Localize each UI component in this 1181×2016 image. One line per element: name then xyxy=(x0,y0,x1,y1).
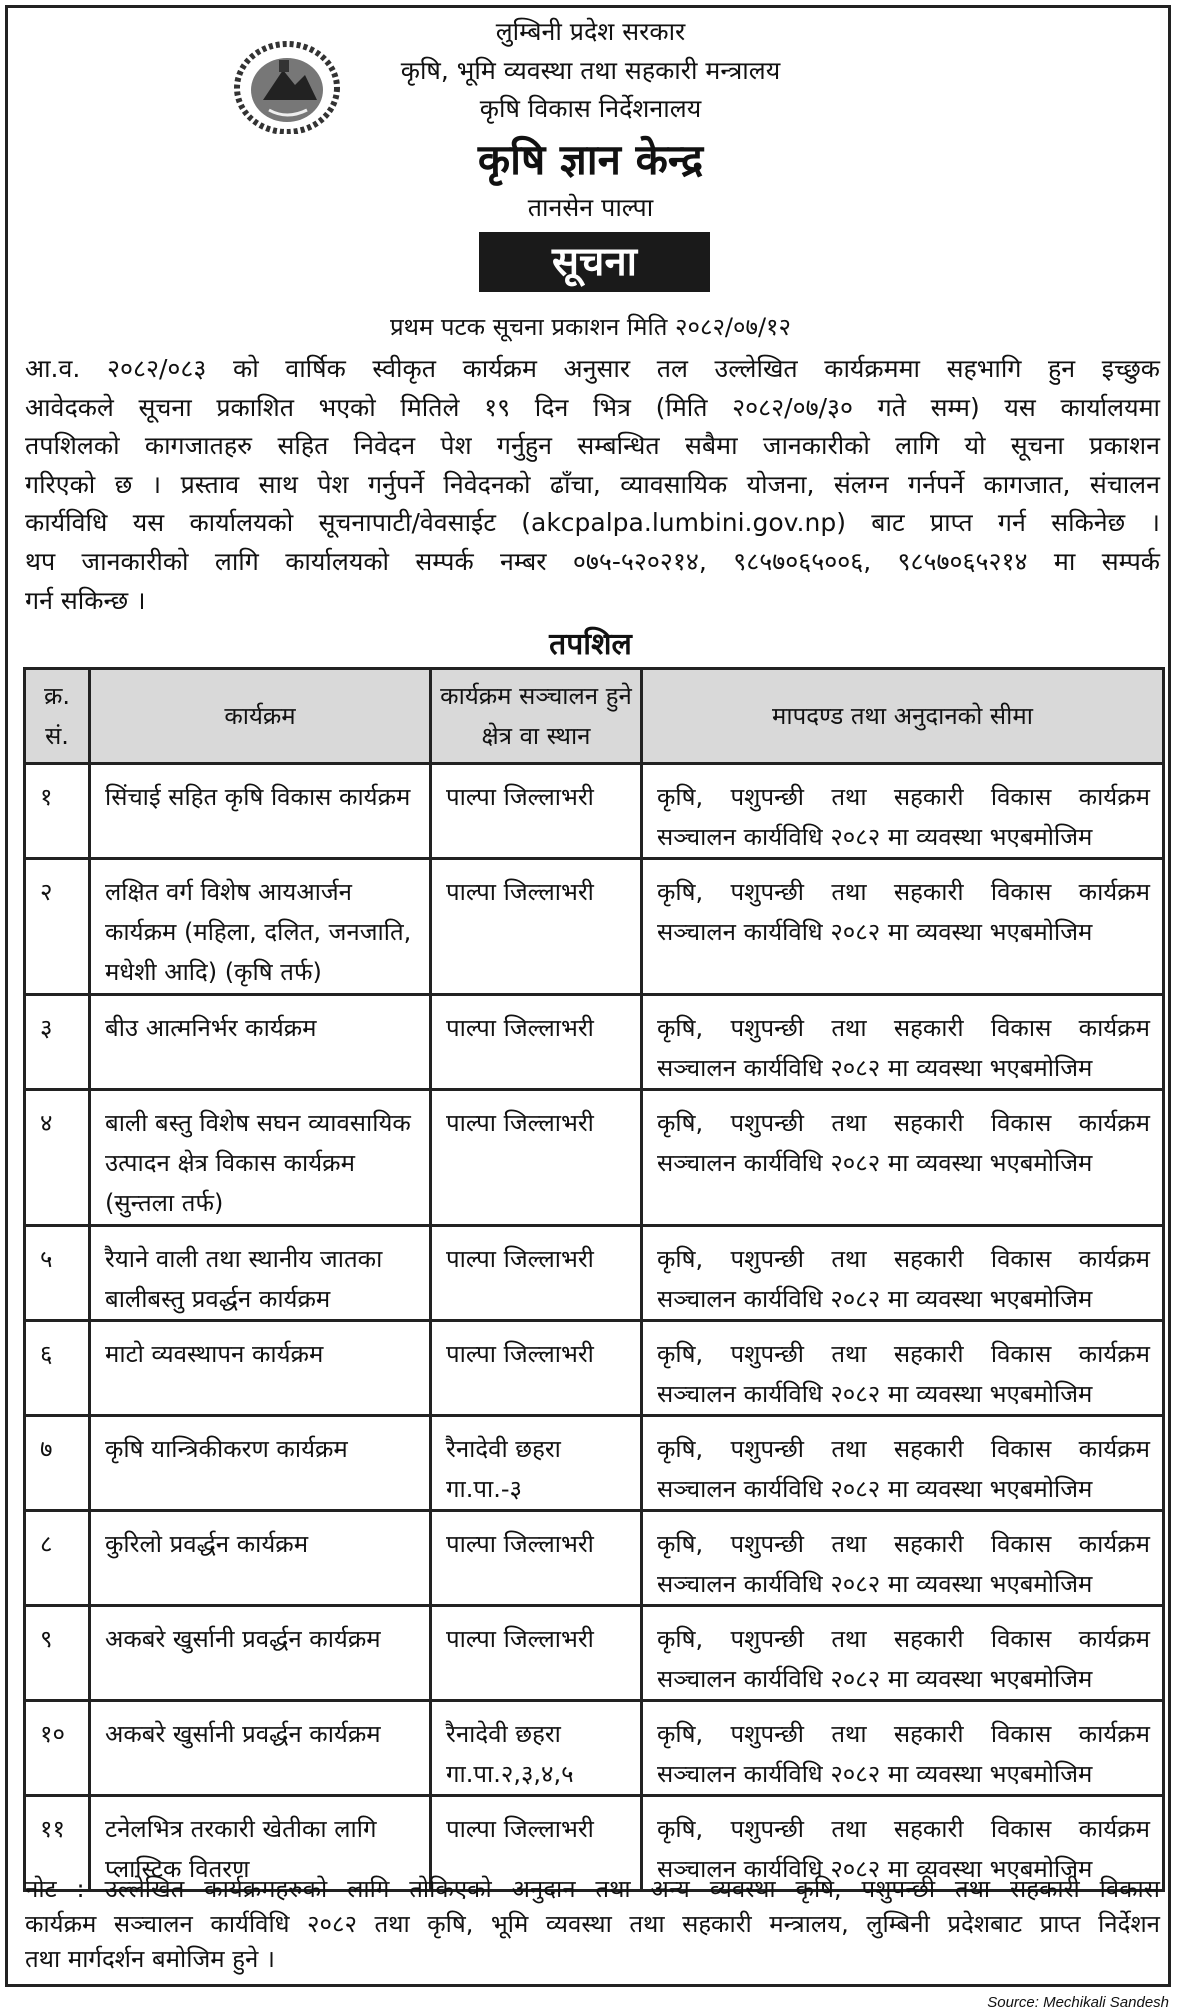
table-row xyxy=(25,1416,1164,1511)
body-line: आ.व. २०८२/०८३ को वार्षिक स्वीकृत कार्यक्रम अनुसार तल उल्लेखित कार्यक्रममा सहभागि हुन इच्छुक xyxy=(25,354,1160,383)
ministry-name: कृषि, भूमि व्यवस्था तथा सहकारी मन्त्रालय xyxy=(400,56,781,85)
source-credit: Source: Mechikali Sandesh xyxy=(987,1994,1169,2011)
body-line: थप जानकारीको लागि कार्यालयको सम्पर्क नम्बर ०७५-५२०२१४, ९८५७०६५००६, ९८५७०६५२१४ मा सम्पर्क xyxy=(25,546,1160,576)
row-location: पाल्पा जिल्लाभरी xyxy=(431,1511,642,1606)
table-row xyxy=(25,1321,1164,1416)
notice-body xyxy=(25,350,1160,620)
body-line: आवेदकले सूचना प्रकाशित भएको मितिले १९ दिन भित्र (मिति २०८२/०७/३० गते सम्म) यस कार्यालयमा xyxy=(25,392,1160,422)
row-program: कृषि यान्त्रिकीकरण कार्यक्रम xyxy=(90,1416,431,1511)
publish-date: प्रथम पटक सूचना प्रकाशन मिति २०८२/०७/१२ xyxy=(389,313,792,341)
criteria-line: कृषि, पशुपन्छी तथा सहकारी विकास कार्यक्रम xyxy=(657,1109,1150,1137)
row-location: रैनादेवी छहरा गा.पा.२,३,४,५ xyxy=(431,1701,642,1796)
row-program: कुरिलो प्रवर्द्धन कार्यक्रम xyxy=(90,1511,431,1606)
table-header-row xyxy=(25,669,1164,764)
body-line: कार्यविधि यस कार्यालयको सूचनापाटी/वेवसाईट (akcpalpa.lumbini.gov.np) बाट प्राप्त गर्न सकिनेछ । xyxy=(25,508,1160,538)
criteria-line: सञ्चालन कार्यविधि २०८२ मा व्यवस्था भएबमोजिम xyxy=(657,823,1093,851)
row-sn: ३ xyxy=(25,995,90,1090)
criteria-line: सञ्चालन कार्यविधि २०८२ मा व्यवस्था भएबमोजिम xyxy=(657,1285,1093,1313)
table-row xyxy=(25,1090,1164,1226)
table-row xyxy=(25,764,1164,859)
criteria-line: कृषि, पशुपन्छी तथा सहकारी विकास कार्यक्रम xyxy=(657,1720,1150,1748)
row-sn: १ xyxy=(25,764,90,859)
criteria-line: कृषि, पशुपन्छी तथा सहकारी विकास कार्यक्रम xyxy=(657,1245,1150,1273)
criteria-line: कृषि, पशुपन्छी तथा सहकारी विकास कार्यक्रम xyxy=(657,878,1150,906)
row-program: रैयाने वाली तथा स्थानीय जातका बालीबस्तु प्रवर्द्धन कार्यक्रम xyxy=(90,1226,431,1321)
row-sn: २ xyxy=(25,859,90,995)
notice-label: सूचना xyxy=(479,232,710,292)
criteria-line: सञ्चालन कार्यविधि २०८२ मा व्यवस्था भएबमोजिम xyxy=(657,918,1093,946)
row-sn: ४ xyxy=(25,1090,90,1226)
directorate-name: कृषि विकास निर्देशनालय xyxy=(479,94,702,123)
header-location: कार्यक्रम सञ्चालन हुने क्षेत्र वा स्थान xyxy=(431,669,642,764)
criteria-line: कृषि, पशुपन्छी तथा सहकारी विकास कार्यक्रम xyxy=(657,1435,1150,1463)
header-criteria: मापदण्ड तथा अनुदानको सीमा xyxy=(642,669,1164,764)
row-criteria xyxy=(642,859,1164,995)
row-sn: १० xyxy=(25,1701,90,1796)
row-location: पाल्पा जिल्लाभरी xyxy=(431,995,642,1090)
criteria-line: सञ्चालन कार्यविधि २०८२ मा व्यवस्था भएबमोजिम xyxy=(657,1380,1093,1408)
row-location: पाल्पा जिल्लाभरी xyxy=(431,1796,642,1891)
header-program: कार्यक्रम xyxy=(90,669,431,764)
note-line: कार्यक्रम सञ्चालन कार्यविधि २०८२ तथा कृषि, भूमि व्यवस्था तथा सहकारी मन्त्रालय, लुम्बिनी प्रदेशबाट प्राप्त निर्देशन xyxy=(25,1910,1160,1938)
row-criteria xyxy=(642,1606,1164,1701)
row-location: पाल्पा जिल्लाभरी xyxy=(431,764,642,859)
body-line: तपशिलको कागजातहरु सहित निवेदन पेश गर्नुहुन सम्बन्धित सबैमा जानकारीको लागि यो सूचना प्रकाशन xyxy=(25,431,1160,461)
row-program: बाली बस्तु विशेष सघन व्यावसायिक उत्पादन क्षेत्र विकास कार्यक्रम (सुन्तला तर्फ) xyxy=(90,1090,431,1226)
row-criteria xyxy=(642,1511,1164,1606)
government-name: लुम्बिनी प्रदेश सरकार xyxy=(495,17,686,46)
row-sn: ७ xyxy=(25,1416,90,1511)
note xyxy=(25,1872,1160,1977)
row-criteria xyxy=(642,995,1164,1090)
body-line: गर्न सकिन्छ । xyxy=(25,585,146,615)
row-criteria xyxy=(642,1321,1164,1416)
row-program: लक्षित वर्ग विशेष आयआर्जन कार्यक्रम (महिला, दलित, जनजाति, मधेशी आदि) (कृषि तर्फ) xyxy=(90,859,431,995)
criteria-line: कृषि, पशुपन्छी तथा सहकारी विकास कार्यक्रम xyxy=(657,1014,1150,1042)
row-program: अकबरे खुर्सानी प्रवर्द्धन कार्यक्रम xyxy=(90,1606,431,1701)
row-location: पाल्पा जिल्लाभरी xyxy=(431,1090,642,1226)
row-location: पाल्पा जिल्लाभरी xyxy=(431,1226,642,1321)
table-row xyxy=(25,1701,1164,1796)
table-row xyxy=(25,859,1164,995)
program-table xyxy=(23,667,1165,1892)
row-program: सिंचाई सहित कृषि विकास कार्यक्रम xyxy=(90,764,431,859)
note-line: नोट : उल्लेखित कार्यक्रमहरुको लागि तोकिएको अनुदान तथा अन्य व्यवस्था कृषि, पशुपन्छी तथा सहकारी विकास xyxy=(25,1875,1160,1903)
criteria-line: कृषि, पशुपन्छी तथा सहकारी विकास कार्यक्रम xyxy=(657,1815,1150,1843)
criteria-line: सञ्चालन कार्यविधि २०८२ मा व्यवस्था भएबमोजिम xyxy=(657,1665,1093,1693)
criteria-line: सञ्चालन कार्यविधि २०८२ मा व्यवस्था भएबमोजिम xyxy=(657,1855,1093,1883)
criteria-line: सञ्चालन कार्यविधि २०८२ मा व्यवस्था भएबमोजिम xyxy=(657,1475,1093,1503)
row-sn: ६ xyxy=(25,1321,90,1416)
row-criteria xyxy=(642,1090,1164,1226)
row-program: टनेलभित्र तरकारी खेतीका लागि प्लास्टिक वितरण xyxy=(90,1796,431,1891)
criteria-line: सञ्चालन कार्यविधि २०८२ मा व्यवस्था भएबमोजिम xyxy=(657,1149,1093,1177)
office-title: कृषि ज्ञान केन्द्र xyxy=(477,135,704,184)
criteria-line: सञ्चालन कार्यविधि २०८२ मा व्यवस्था भएबमोजिम xyxy=(657,1570,1093,1598)
body-line: गरिएको छ । प्रस्ताव साथ पेश गर्नुपर्ने निवेदनको ढाँचा, व्यावसायिक योजना, संलग्न गर्नपर्ने कागजात, संचालन xyxy=(25,469,1160,499)
row-criteria xyxy=(642,1701,1164,1796)
table-row xyxy=(25,1606,1164,1701)
note-line: तथा मार्गदर्शन बमोजिम हुने । xyxy=(25,1945,276,1973)
criteria-line: कृषि, पशुपन्छी तथा सहकारी विकास कार्यक्रम xyxy=(657,783,1150,811)
criteria-line: कृषि, पशुपन्छी तथा सहकारी विकास कार्यक्रम xyxy=(657,1530,1150,1558)
row-location: पाल्पा जिल्लाभरी xyxy=(431,1321,642,1416)
row-sn: ९ xyxy=(25,1606,90,1701)
row-sn: ५ xyxy=(25,1226,90,1321)
row-program: माटो व्यवस्थापन कार्यक्रम xyxy=(90,1321,431,1416)
office-location: तानसेन पाल्पा xyxy=(527,193,654,222)
row-criteria xyxy=(642,764,1164,859)
table-row xyxy=(25,995,1164,1090)
criteria-line: कृषि, पशुपन्छी तथा सहकारी विकास कार्यक्रम xyxy=(657,1625,1150,1653)
row-criteria xyxy=(642,1416,1164,1511)
criteria-line: सञ्चालन कार्यविधि २०८२ मा व्यवस्था भएबमोजिम xyxy=(657,1760,1093,1788)
row-sn: ८ xyxy=(25,1511,90,1606)
table-row xyxy=(25,1226,1164,1321)
row-location: पाल्पा जिल्लाभरी xyxy=(431,1606,642,1701)
row-program: अकबरे खुर्सानी प्रवर्द्धन कार्यक्रम xyxy=(90,1701,431,1796)
row-criteria xyxy=(642,1226,1164,1321)
criteria-line: सञ्चालन कार्यविधि २०८२ मा व्यवस्था भएबमोजिम xyxy=(657,1054,1093,1082)
criteria-line: कृषि, पशुपन्छी तथा सहकारी विकास कार्यक्रम xyxy=(657,1340,1150,1368)
header-sn: क्र. सं. xyxy=(25,669,90,764)
row-sn: ११ xyxy=(25,1796,90,1891)
row-location: रैनादेवी छहरा गा.पा.-३ xyxy=(431,1416,642,1511)
row-program: बीउ आत्मनिर्भर कार्यक्रम xyxy=(90,995,431,1090)
row-location: पाल्पा जिल्लाभरी xyxy=(431,859,642,995)
table-row xyxy=(25,1511,1164,1606)
table-title: तपशिल xyxy=(549,627,632,662)
